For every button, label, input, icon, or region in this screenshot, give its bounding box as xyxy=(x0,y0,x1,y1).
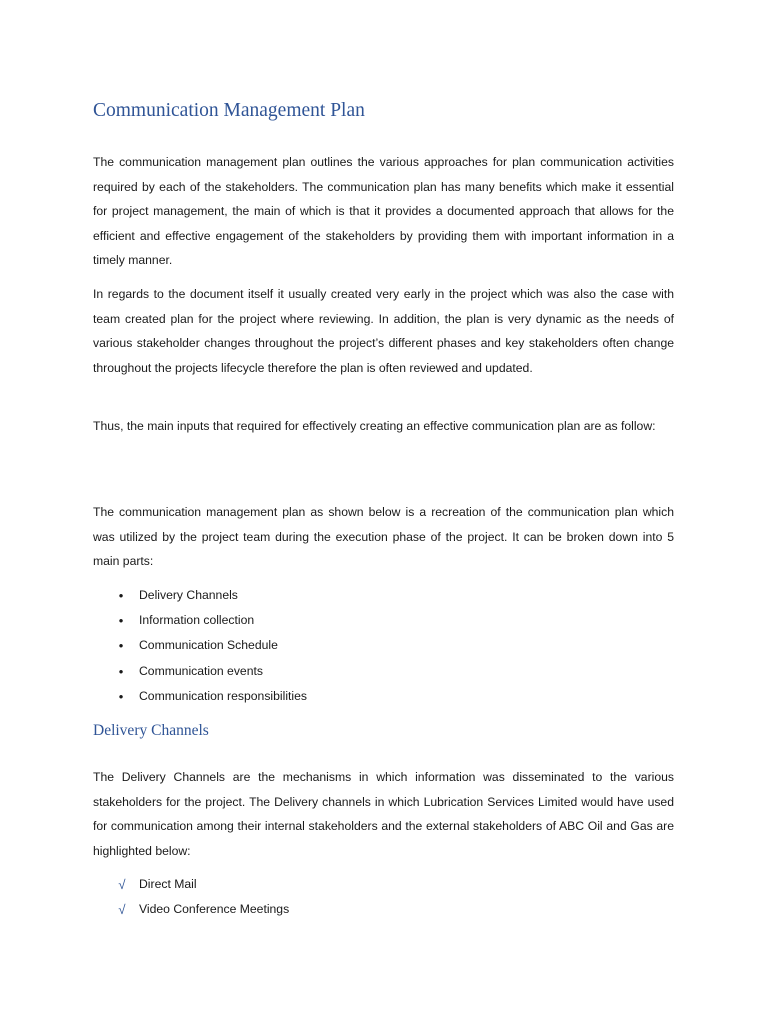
list-item xyxy=(93,583,307,608)
paragraph-intro: The communication management plan outlines the various approaches for plan communication activities required by each of the stakeholders. The communication plan has many benefits which make it essential for project management, the main of which is that it provides a documented approach that allows for the efficient and effective engagement of the stakeholders by providing them with important information in a timely manner. xyxy=(93,155,674,268)
list-item-label: Communication responsibilities xyxy=(139,688,307,703)
list-item-label: Communication Schedule xyxy=(139,638,278,653)
list-item-label: Video Conference Meetings xyxy=(139,902,290,917)
delivery-channels-list xyxy=(93,872,289,922)
list-item xyxy=(93,684,307,709)
paragraph-document-overview: In regards to the document itself it usually created very early in the project which was also the case with team created plan for the project where reviewing. In addition, the plan is very dynamic as the needs of various stakeholder changes throughout the project’s different phases and key stakeholders often change throughout the projects lifecycle therefore the plan is often reviewed and updated. xyxy=(93,287,674,375)
list-item-label: Delivery Channels xyxy=(139,588,238,602)
list-item xyxy=(93,872,289,897)
bullet-icon: • xyxy=(118,663,124,679)
page-title: Communication Management Plan xyxy=(93,100,365,121)
checkmark-icon: √ xyxy=(118,877,126,892)
paragraph-inputs: Thus, the main inputs that required for effectively creating an effective communication plan are as follow: xyxy=(93,419,656,433)
bullet-icon: • xyxy=(118,688,124,704)
list-item xyxy=(93,659,307,684)
list-item-label: Communication events xyxy=(139,663,263,678)
checkmark-icon: √ xyxy=(118,902,126,918)
section-heading-delivery-channels: Delivery Channels xyxy=(93,722,209,739)
list-item xyxy=(93,633,307,658)
paragraph-plan-parts: The communication management plan as shown below is a recreation of the communication plan which was utilized by the project team during the execution phase of the project. It can be broken down into 5 main parts: xyxy=(93,505,674,569)
bullet-icon: • xyxy=(118,588,124,603)
list-item xyxy=(93,608,307,633)
bullet-icon: • xyxy=(118,613,124,629)
list-item xyxy=(93,897,289,922)
plan-parts-list xyxy=(93,583,307,709)
paragraph-delivery-channels: The Delivery Channels are the mechanisms in which information was disseminated to the various stakeholders for the project. The Delivery channels in which Lubrication Services Limited would have used for communication among their internal stakeholders and the external stakeholders of ABC Oil and Gas are highlighted below: xyxy=(93,770,674,858)
list-item-label: Direct Mail xyxy=(139,877,197,891)
bullet-icon: • xyxy=(118,638,124,654)
list-item-label: Information collection xyxy=(139,613,255,628)
